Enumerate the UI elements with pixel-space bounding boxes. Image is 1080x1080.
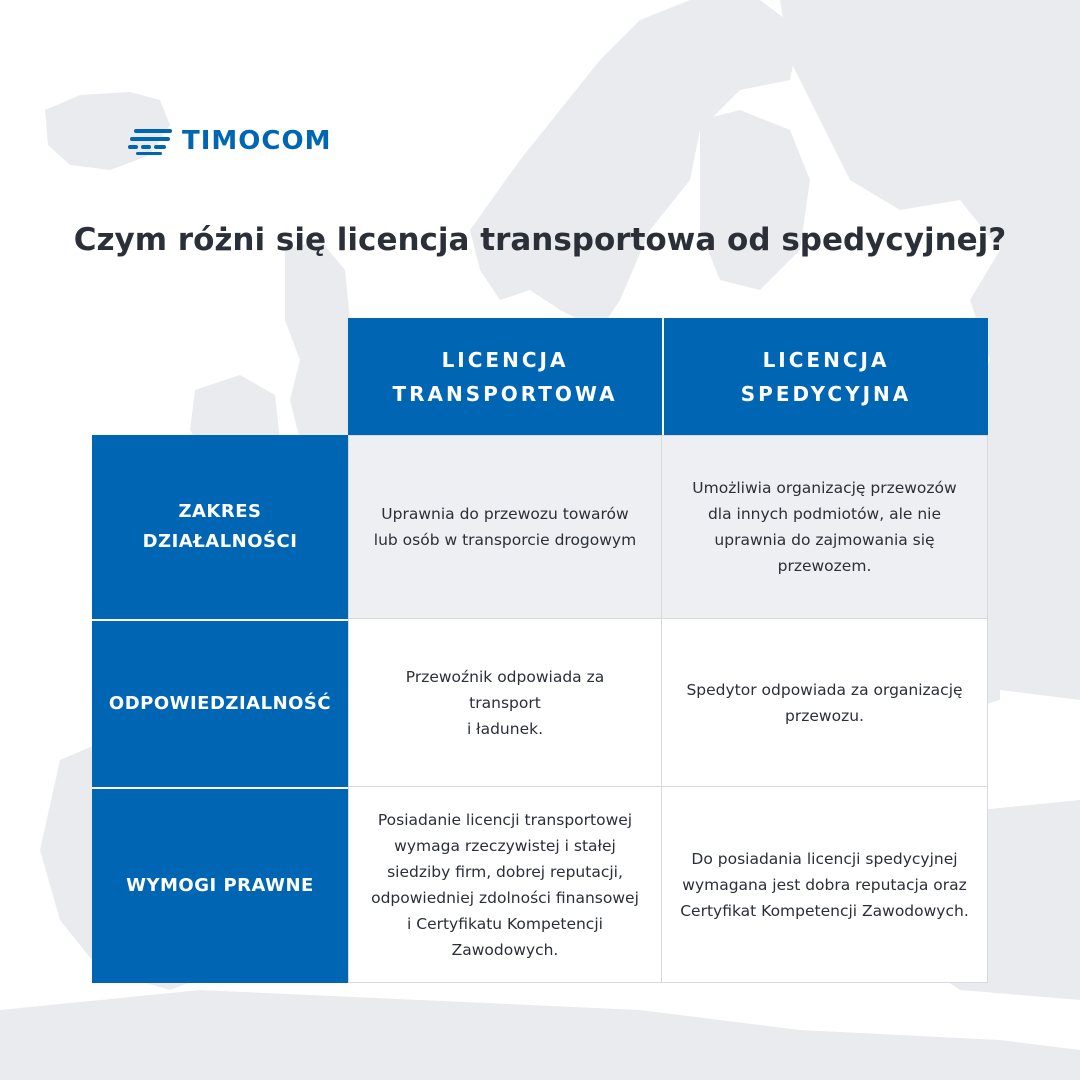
page-title: Czym różni się licencja transportowa od spedycyjnej? [73,222,1007,258]
column-header-transport-license: LICENCJA TRANSPORTOWA [348,318,662,435]
table-cell-scope-transport: Uprawnia do przewozu towarów lub osób w transporcie drogowym [348,435,662,619]
table-cell-responsibility-forwarding: Spedytor odpowiada za organizację przewozu. [662,619,988,787]
table-cell-legal-transport: Posiadanie licencji transportowej wymaga rzeczywistej i stałej siedziby firm, dobrej reputacji, odpowiedniej zdolności finansowej i Certyfikatu Kompetencji Zawodowych. [348,787,662,983]
table-corner [92,318,348,435]
table-cell-responsibility-transport: Przewoźnik odpowiada za transport i ładunek. [348,619,662,787]
table-cell-scope-forwarding: Umożliwia organizację przewozów dla innych podmiotów, ale nie uprawnia do zajmowania się przewozem. [662,435,988,619]
timocom-lines-icon [128,126,174,156]
row-header-legal-requirements: WYMOGI PRAWNE [92,787,348,983]
row-header-scope: ZAKRES DZIAŁALNOŚCI [92,435,348,619]
column-header-forwarding-license: LICENCJA SPEDYCYJNA [662,318,988,435]
comparison-table [92,318,988,983]
timocom-logo [128,126,331,156]
row-header-responsibility: ODPOWIEDZIALNOŚĆ [92,619,348,787]
table-cell-legal-forwarding: Do posiadania licencji spedycyjnej wymagana jest dobra reputacja oraz Certyfikat Kompetencji Zawodowych. [662,787,988,983]
brand-name: TIMOCOM [182,126,332,156]
